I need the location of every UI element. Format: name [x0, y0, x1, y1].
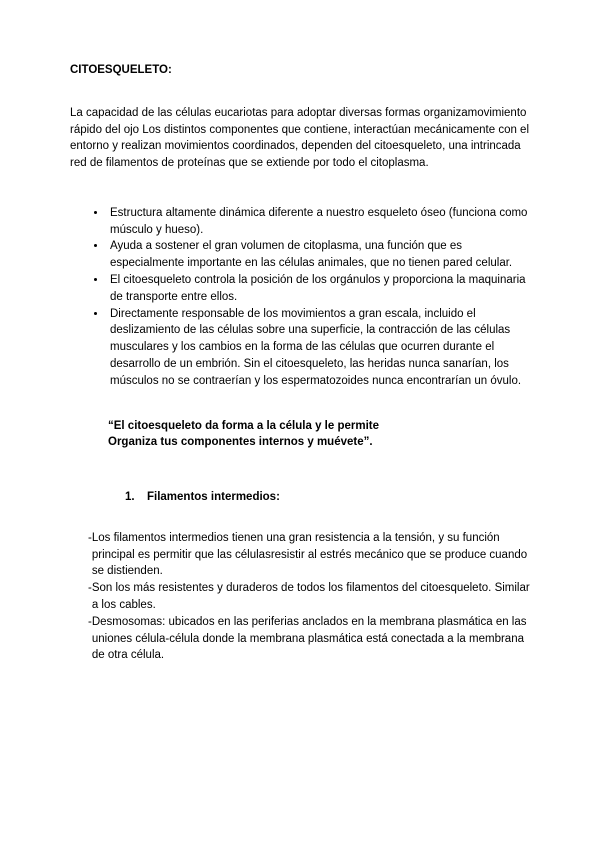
quote-block: [108, 418, 530, 452]
section-number: 1.: [125, 491, 135, 504]
dash-marker: -: [88, 615, 92, 628]
bullet-list: [70, 205, 530, 390]
intro-paragraph: La capacidad de las células eucariotas para adoptar diversas formas organizamovimiento rápido del ojo Los distintos componentes que contiene, interactúan mecánicamente con el entorno y realizan movimientos coordinados, dependen del citoesqueleto, una intrincada red de filamentos de proteínas que se extiende por todo el citoplasma.: [70, 106, 530, 170]
dash-item-text: Desmosomas: ubicados en las periferias anclados en la membrana plasmática en las uniones célula-célula donde la membrana plasmática está conectada a la membrana de otra célula.: [91, 615, 527, 662]
bullet-item: • El citoesqueleto controla la posición de los orgánulos y proporciona la maquinaria de transporte entre ellos.: [107, 272, 530, 306]
dash-item: [70, 614, 530, 664]
quote-line: Organiza tus componentes internos y muévete”.: [108, 436, 373, 449]
dash-marker: -: [88, 582, 92, 595]
bullet-item: • Estructura altamente dinámica diferente a nuestro esqueleto óseo (funciona como músculo y hueso).: [107, 205, 530, 239]
dash-item-text: Los filamentos intermedios tienen una gran resistencia a la tensión, y su función principal es permitir que las célulasresistir al estrés mecánico que se produce cuando se distienden.: [91, 531, 528, 578]
dash-item: [70, 580, 530, 614]
section-heading: [125, 489, 530, 506]
page-title: CITOESQUELETO:: [70, 64, 172, 76]
dash-item: [70, 530, 530, 580]
section-heading-label: Filamentos intermedios:: [147, 491, 280, 504]
dash-marker: -: [88, 531, 92, 544]
dash-item-text: Son los más resistentes y duraderos de todos los filamentos del citoesqueleto. Similar a los cables.: [91, 582, 530, 611]
bullet-item: • Ayuda a sostener el gran volumen de citoplasma, una función que es especialmente importante en las células animales, que no tienen pared celular.: [107, 238, 530, 272]
bullet-item: • Directamente responsable de los movimientos a gran escala, incluido el deslizamiento de las células sobre una superficie, la contracción de las células musculares y los cambios en la forma de las células que ocurren durante el desarrollo de un embrión. Sin el citoesqueleto, las heridas nunca sanarían, los músculos no se contraerían y los espermatozoides nunca encontrarían un óvulo.: [107, 306, 530, 390]
dash-list: [70, 530, 530, 664]
quote-line: “El citoesqueleto da forma a la célula y le permite: [108, 419, 379, 432]
